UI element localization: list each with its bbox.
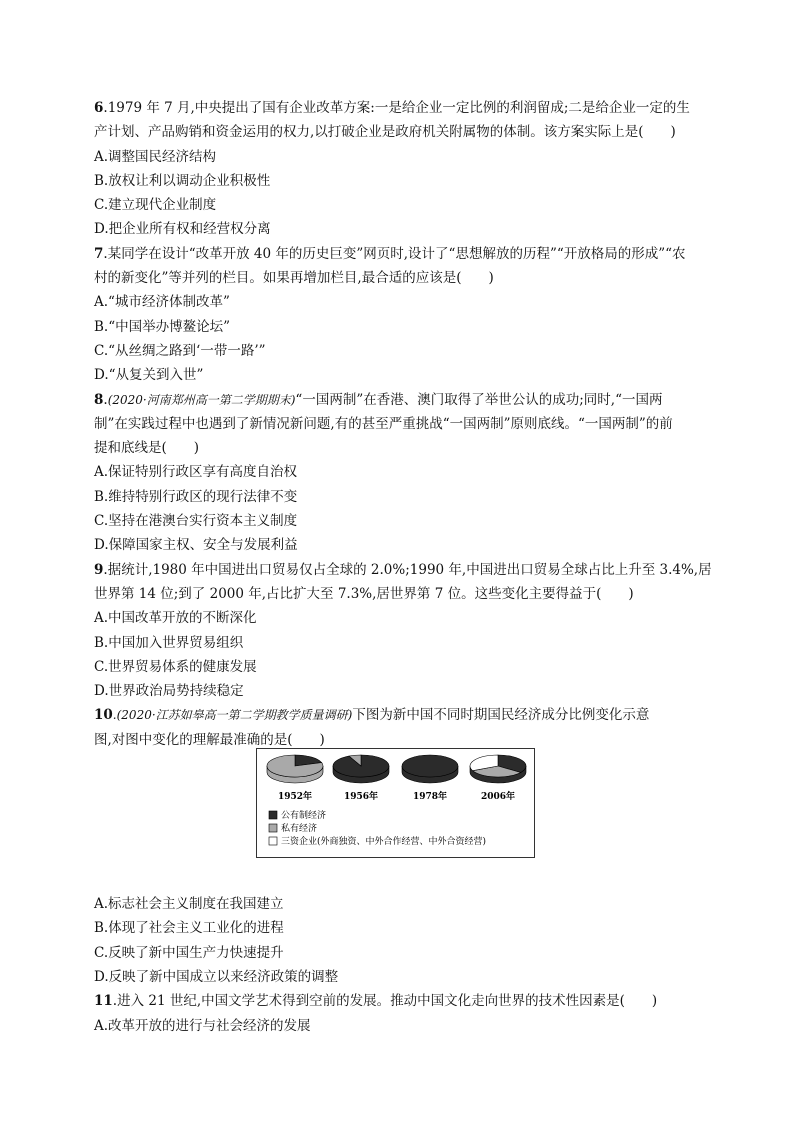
option-d[interactable]: D.保障国家主权、安全与发展利益 [94, 537, 298, 554]
pie-year-label: 1956年 [343, 792, 379, 802]
option-d[interactable]: D.世界政治局势持续稳定 [94, 683, 244, 700]
pie-1 [267, 755, 323, 802]
option-c[interactable]: C.建立现代企业制度 [94, 197, 217, 214]
option-d[interactable]: D.把企业所有权和经营权分离 [94, 221, 271, 238]
option-a[interactable]: A.中国改革开放的不断深化 [94, 610, 257, 627]
question-6 [94, 96, 704, 242]
legend-swatch-foreign [269, 837, 277, 845]
option-a[interactable]: A.“城市经济体制改革” [94, 294, 230, 311]
question-11 [94, 989, 704, 1038]
question-number: 8 [94, 391, 104, 408]
question-text: 世界第 14 位;到了 2000 年,占比扩大至 7.3%,居世界第 7 位。这些变化主要得益于( ) [94, 585, 634, 602]
pie-year-label: 1952年 [277, 792, 313, 802]
question-text: 提和底线是( ) [94, 440, 200, 457]
document-body [94, 96, 712, 1038]
question-number: 11 [94, 993, 113, 1010]
question-text: .进入 21 世纪,中国文学艺术得到空前的发展。推动中国文化走向世界的技术性因素是( ) [112, 993, 658, 1010]
question-text: .1979 年 7 月,中央提出了国有企业改革方案:一是给企业一定比例的利润留成;二是给企业一定的生 [103, 100, 690, 116]
option-b[interactable]: B.放权让利以调动企业积极性 [94, 172, 271, 189]
option-c[interactable]: C.“从丝绸之路到‘一带一路’” [94, 342, 266, 359]
question-text: 村的新变化”等并列的栏目。如果再增加栏目,最合适的应该是( ) [94, 270, 494, 287]
pie-year-label: 2006年 [480, 792, 516, 802]
option-c[interactable]: C.反映了新中国生产力快速提升 [94, 944, 284, 961]
option-b[interactable]: B.中国加入世界贸易组织 [94, 634, 244, 651]
option-c[interactable]: C.世界贸易体系的健康发展 [94, 658, 257, 675]
option-b[interactable]: B.维持特别行政区的现行法律不变 [94, 488, 298, 505]
option-d[interactable]: D.反映了新中国成立以来经济政策的调整 [94, 968, 339, 985]
option-a[interactable]: A.保证特别行政区享有高度自治权 [94, 464, 298, 481]
question-text: 图,对图中变化的理解最准确的是( ) [94, 731, 325, 748]
pie-2 [333, 755, 389, 802]
economic-composition-figure [256, 748, 535, 858]
option-c[interactable]: C.坚持在港澳台实行资本主义制度 [94, 513, 298, 530]
question-7 [94, 242, 704, 388]
question-number: 6 [94, 100, 104, 116]
legend-swatch-public [269, 811, 277, 819]
option-a[interactable]: A.调整国民经济结构 [94, 148, 217, 165]
pie-4 [470, 755, 526, 802]
question-number: 10 [94, 707, 113, 724]
pie-3 [402, 755, 458, 802]
question-text: 产计划、产品购销和资金运用的权力,以打破企业是政府机关附属物的体制。该方案实际上是( ) [94, 124, 676, 141]
question-text: .某同学在设计“改革开放 40 年的历史巨变”网页时,设计了“思想解放的历程”“开放格局的形成”“农 [103, 245, 686, 262]
question-number: 7 [94, 245, 104, 262]
question-text: 制”在实践过程中也遇到了新情况新问题,有的甚至严重挑战“一国两制”原则底线。“一国两制”的前 [94, 415, 673, 432]
legend-label-foreign: 三资企业(外商独资、中外合作经营、中外合资经营) [281, 837, 487, 847]
option-b[interactable]: B.体现了社会主义工业化的进程 [94, 920, 284, 937]
question-source: (2020·河南郑州高一第二学期期末) [107, 392, 296, 407]
question-number: 9 [94, 561, 104, 578]
pie-year-label: 1978年 [412, 792, 448, 802]
question-8: 8.(2020·河南郑州高一第二学期期末)“一国两制”在香港、澳门取得了举世公认的成功;同时,“一国两 制”在实践过程中也遇到了新情况新问题,有的甚至严重挑战“一国两制”原则底线。“一国两制”的前 提和底线是( ) A.保证特别行政区享有高度自治权 B.维持特别行政区的现行法律不变 C.坚持在港澳台实行资本主义制度 D.保障国家主权、安全与发展利益 [94, 388, 704, 558]
pie-chart-svg [257, 749, 534, 857]
legend-label-public: 公有制经济 [281, 811, 327, 821]
legend-label-private: 私有经济 [281, 824, 318, 834]
option-a[interactable]: A.改革开放的进行与社会经济的发展 [94, 1017, 311, 1034]
question-text: “一国两制”在香港、澳门取得了举世公认的成功;同时,“一国两 [295, 391, 663, 408]
question-text: .据统计,1980 年中国进出口贸易仅占全球的 2.0%;1990 年,中国进出口贸易全球占比上升至 3.4%,居 [103, 561, 712, 578]
option-d[interactable]: D.“从复关到入世” [94, 367, 204, 384]
question-text: 下图为新中国不同时期国民经济成分比例变化示意 [352, 707, 650, 724]
option-b[interactable]: B.“中国举办博鳌论坛” [94, 318, 231, 335]
pie-slice-public [402, 755, 458, 777]
option-a[interactable]: A.标志社会主义制度在我国建立 [94, 896, 284, 913]
question-source: .(2020·江苏如皋高一第二学期教学质量调研) [112, 708, 353, 723]
legend [269, 809, 486, 847]
legend-swatch-private [269, 824, 277, 832]
question-9 [94, 558, 712, 704]
